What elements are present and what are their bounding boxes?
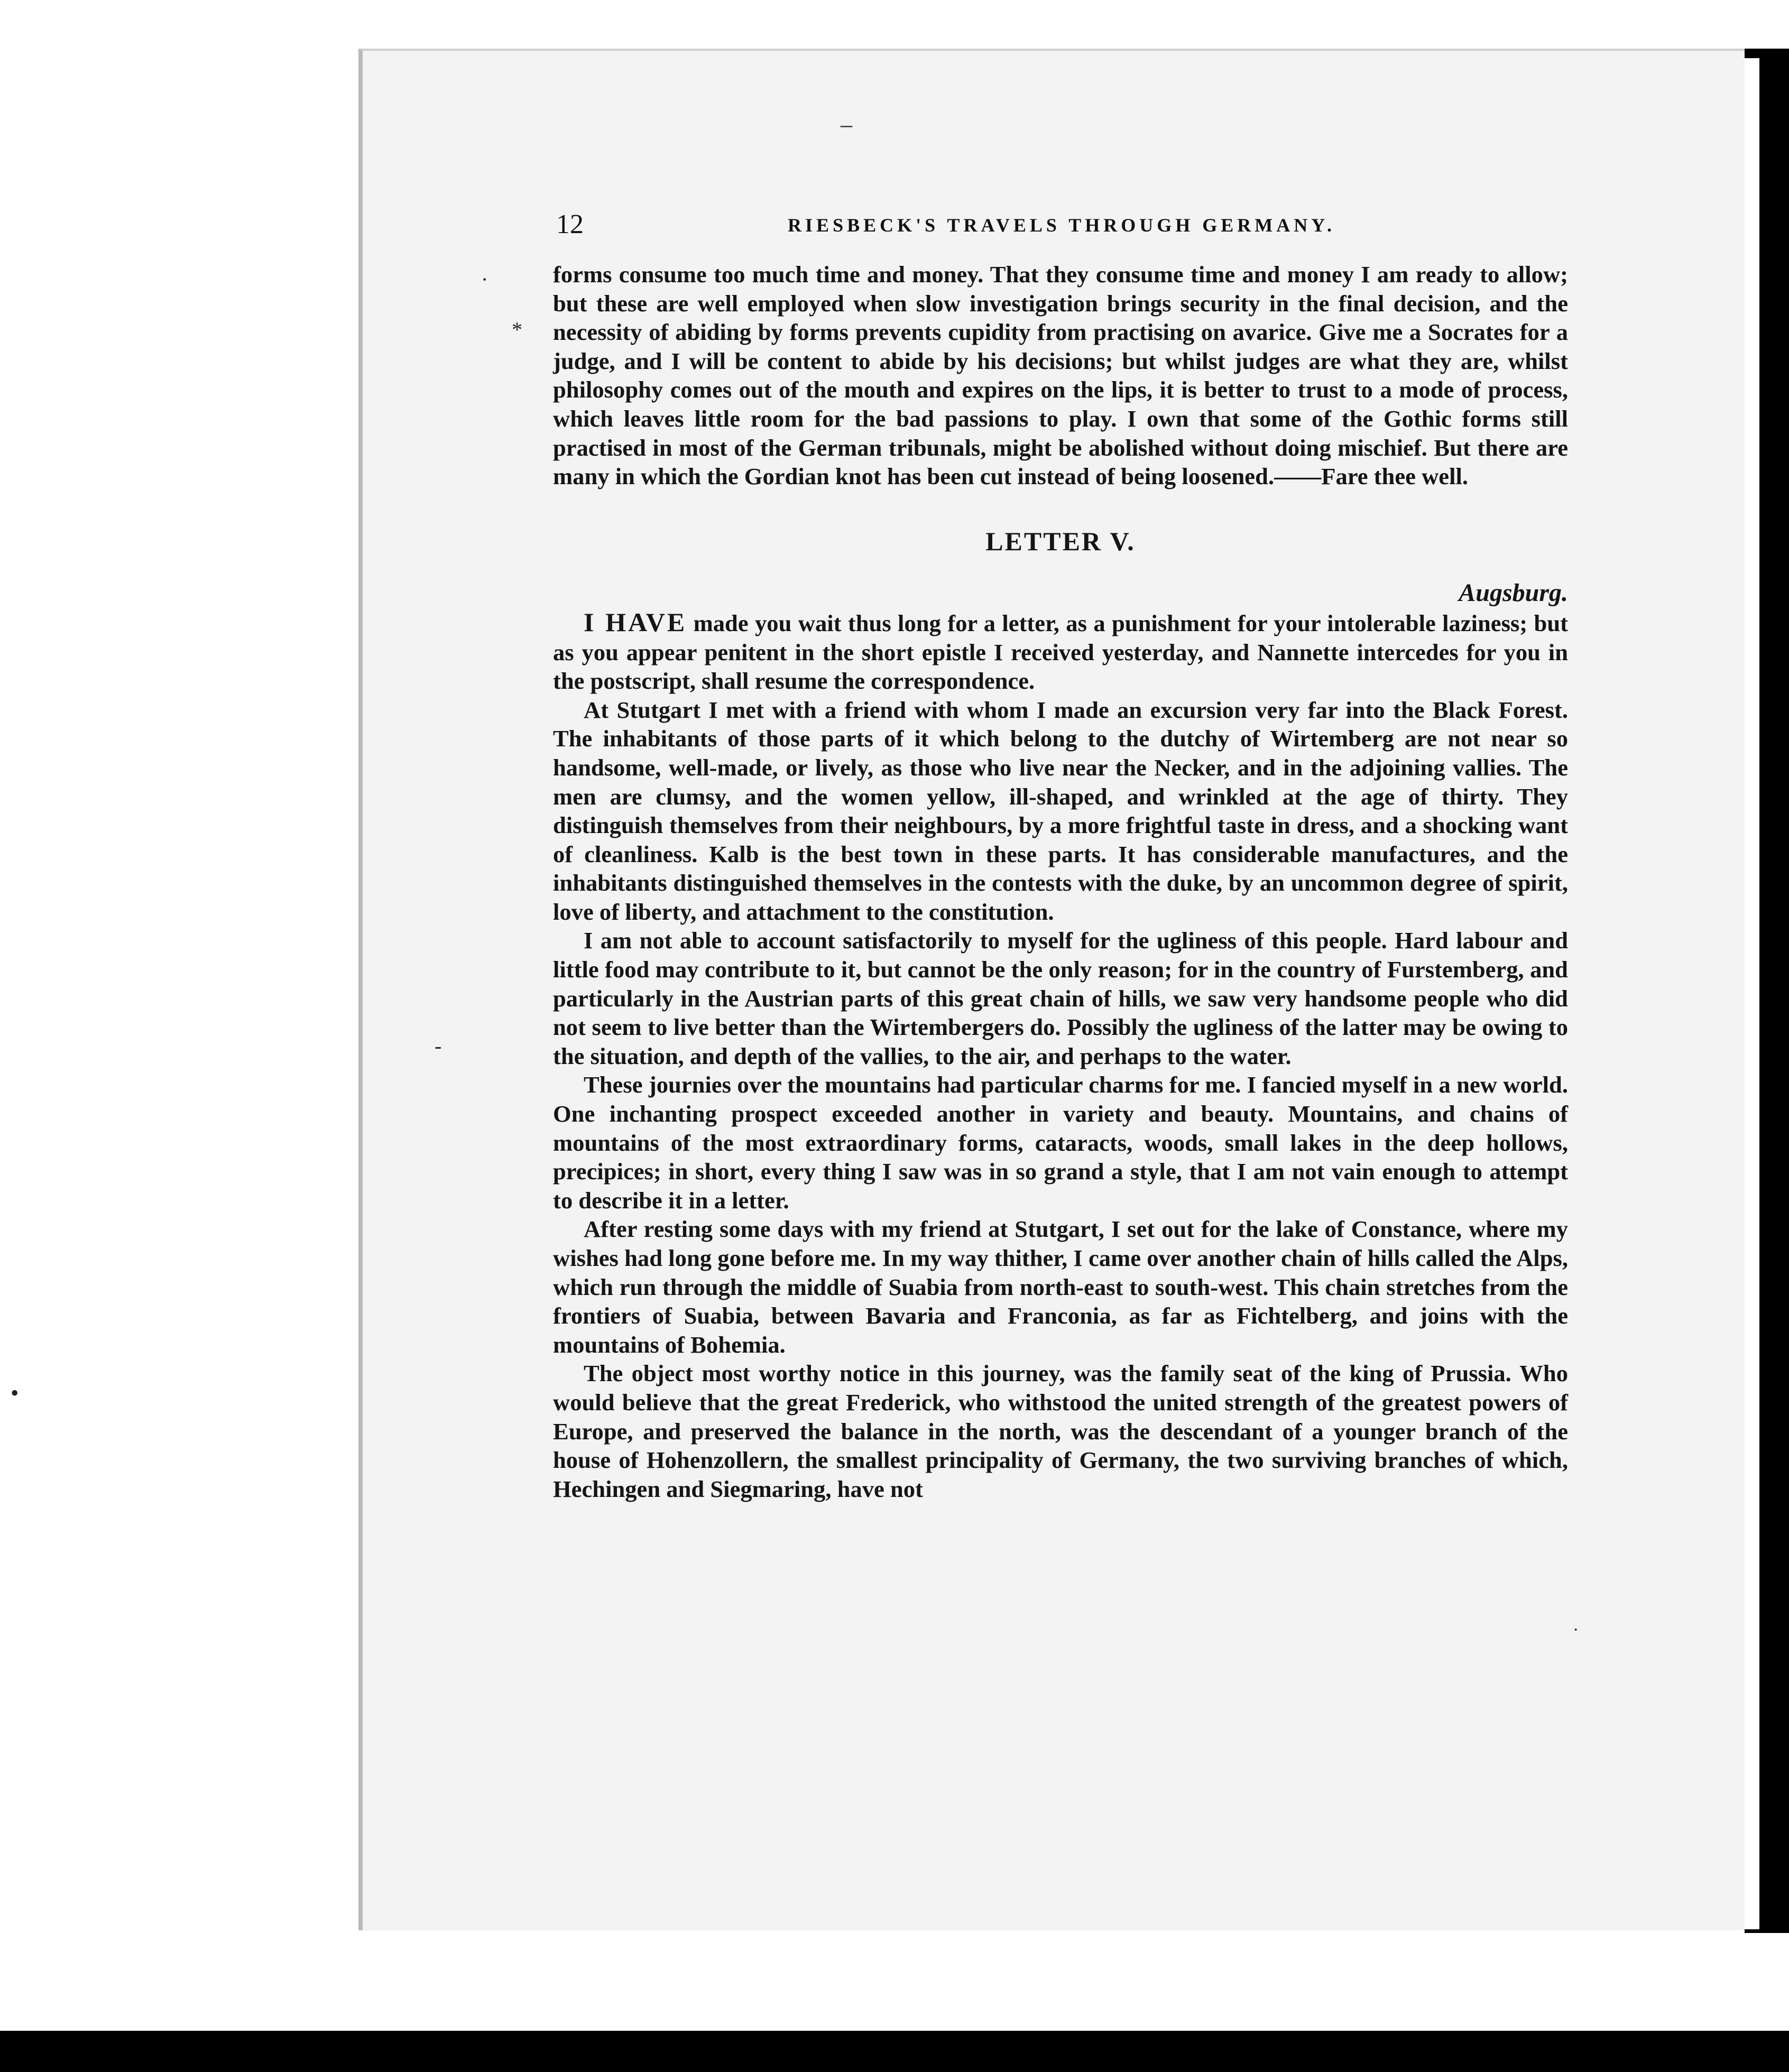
scan-speck: ·	[1573, 1620, 1579, 1640]
page-body	[553, 260, 1568, 1503]
letter-paragraph: At Stutgart I met with a friend with whom I made an excursion very far into the Black Forest. The inhabitants of those parts of it which belong to the dutchy of Wirtemberg are not near so handsome, well-made, or lively, as those who live near the Necker, and in the adjoining vallies. The men are clumsy, and the women yellow, ill-shaped, and wrinkled at the age of thirty. They distinguish themselves from their neighbours, by a more frightful taste in dress, and a shocking want of cleanliness. Kalb is the best town in these parts. It has considerable manufactures, and the inhabitants distinguished themselves in the contests with the duke, by an uncommon degree of spirit, love of liberty, and attachment to the constitution.	[553, 696, 1568, 925]
running-title: RIESBECK'S TRAVELS THROUGH GERMANY.	[788, 215, 1335, 236]
letter-paragraph: These journies over the mountains had particular charms for me. I fancied myself in a new world. One inchanting prospect exceeded another in variety and beauty. Mountains, and chains of mountains of the most extraordinary forms, cataracts, woods, small lakes in the deep hollows, precipices; in short, every thing I saw was in so grand a style, that I am not vain enough to attempt to describe it in a letter.	[553, 1071, 1568, 1214]
scan-speck: –	[841, 112, 852, 137]
binding-edge-strip	[1745, 58, 1759, 1929]
letter-heading: LETTER V.	[985, 526, 1136, 556]
scan-bottom-border	[0, 2031, 1789, 2072]
letter-paragraph: I am not able to account satisfactorily to myself for the ugliness of this people. Hard labour and little food may contribute to it, but cannot be the only reason; for in the country of Furstemberg, and particularly in the Austrian parts of this great chain of hills, we saw very handsome people who did not seem to live better than the Wirtembergers do. Possibly the ugliness of the latter may be owing to the situation, and depth of the vallies, to the air, and perhaps to the water.	[553, 927, 1568, 1069]
page-number: 12	[556, 209, 584, 239]
opening-words: I HAVE	[584, 607, 687, 637]
scan-speck: -	[435, 1034, 442, 1058]
scan-speck: *	[512, 318, 522, 341]
letter-paragraph: After resting some days with my friend at Stutgart, I set out for the lake of Constance, where my wishes had long gone before me. In my way thither, I came over another chain of hills called the Alps, which run through the middle of Suabia from north-east to south-west. This chain stretches from the frontiers of Suabia, between Bavaria and Franconia, as far as Fichtelberg, and joins with the mountains of Bohemia.	[553, 1216, 1568, 1358]
paragraph-text: made you wait thus long for a letter, as a punishment for your intolerable laziness; but as you appear penitent in the short epistle I received yesterday, and Nannette intercedes for you in the postscript, shall resume the correspondence.	[553, 609, 1568, 695]
scan-speck: ·	[481, 267, 488, 291]
continuation-paragraph: forms consume too much time and money. That they consume time and money I am ready to allow; but these are well employed when slow investigation brings security in the final decision, and the necessity of abiding by forms prevents cupidity from practising on avarice. Give me a Socrates for a judge, and I will be content to abide by his decisions; but whilst judges are what they are, whilst philosophy comes out of the mouth and expires on the lips, it is better to trust to a mode of process, which leaves little room for the bad passions to play. I own that some of the Gothic forms still practised in most of the German tribunals, might be abolished without doing mischief. But there are many in which the Gordian knot has been cut instead of being loosened.——Fare thee well.	[553, 261, 1568, 490]
scan-speck: •	[11, 1380, 19, 1406]
letter-paragraph: The object most worthy notice in this journey, was the family seat of the king of Prussia. Who would believe that the great Frederick, who withstood the united strength of the greatest powers of Europe, and preserved the balance in the north, was the descendant of a younger branch of the house of Hohenzollern, the smallest principality of Germany, the two surviving branches of which, Hechingen and Siegmaring, have not	[553, 1360, 1568, 1502]
letter-place: Augsburg.	[1459, 579, 1568, 607]
letter-paragraph	[553, 608, 1568, 696]
page-header	[556, 209, 1567, 246]
